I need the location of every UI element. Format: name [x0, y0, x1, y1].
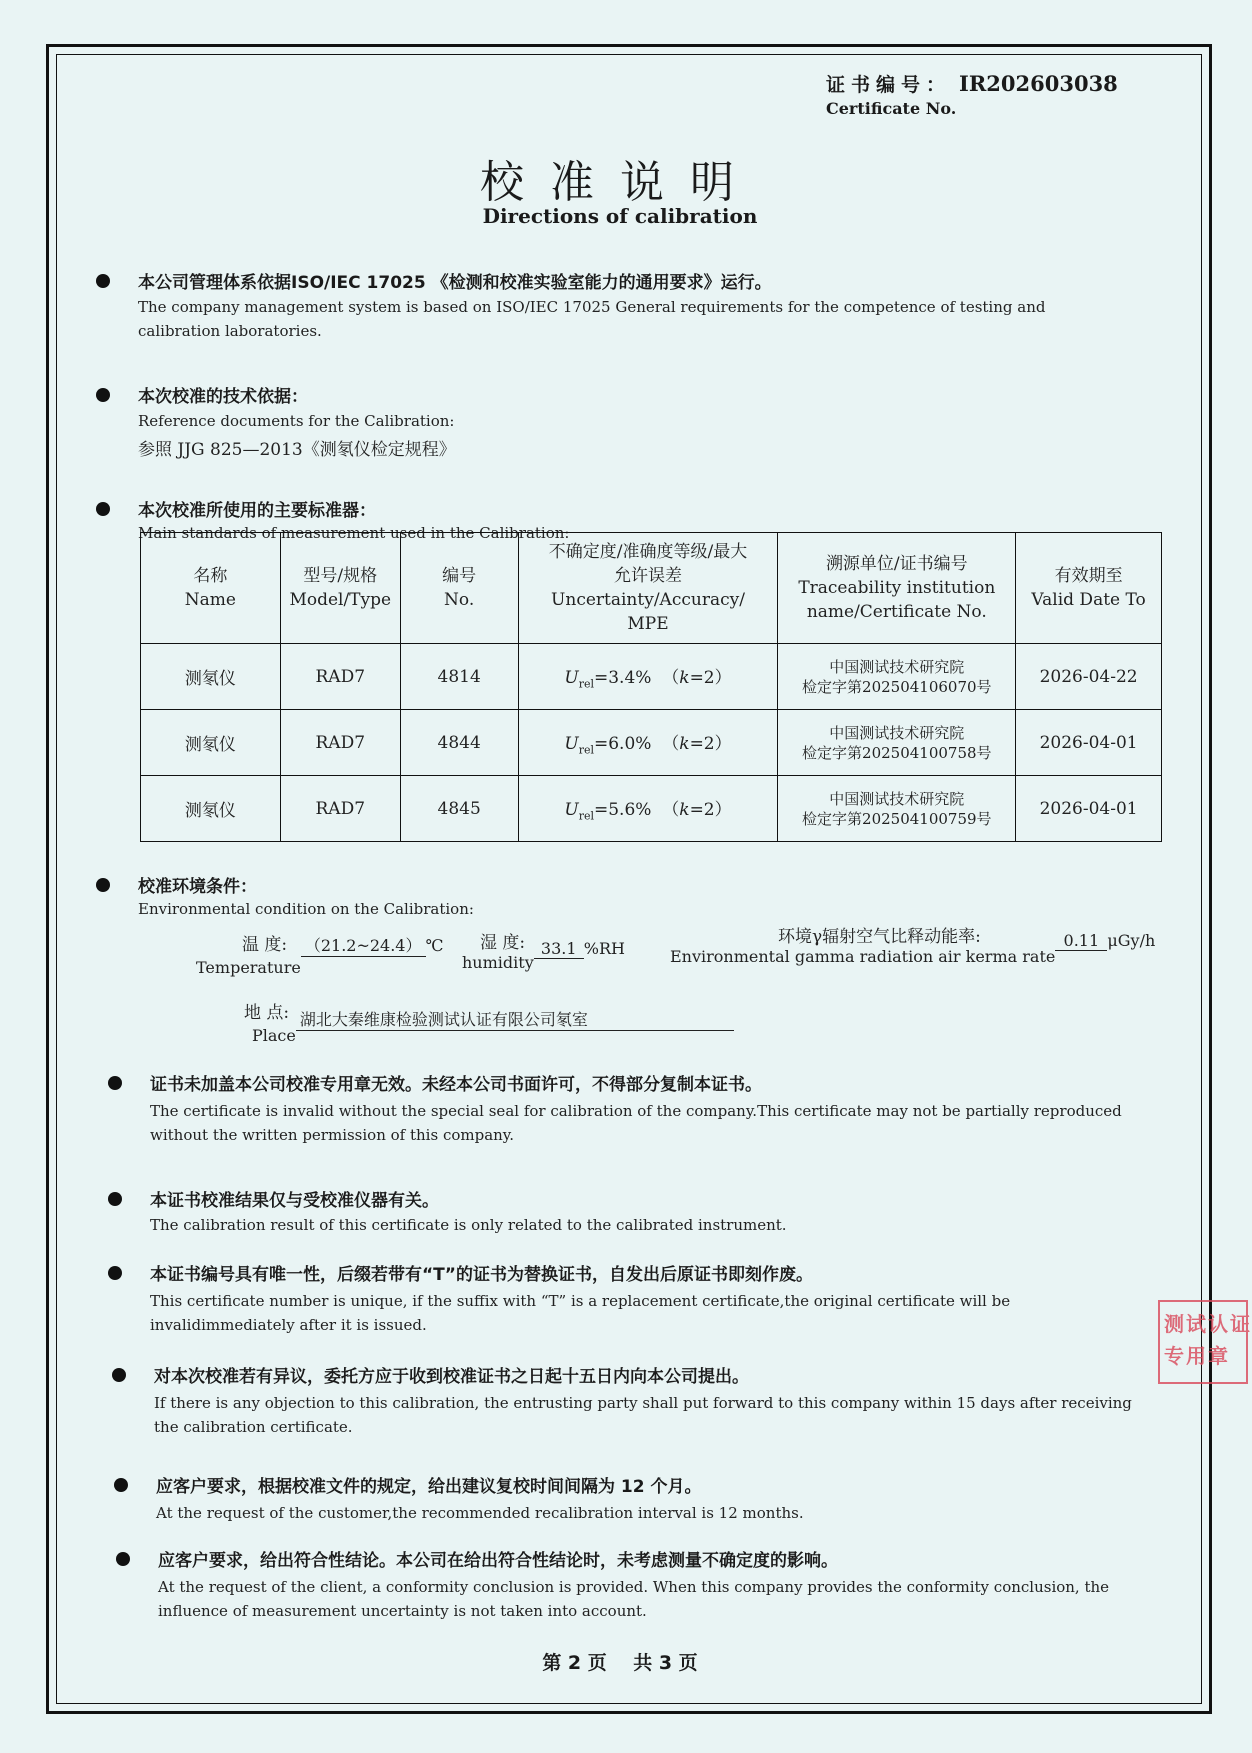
cell-name: 测氡仪 [141, 644, 281, 710]
bullet-icon [96, 878, 110, 892]
statement-cn: 本公司管理体系依据ISO/IEC 17025 《检测和校准实验室能力的通用要求》运行。 [138, 273, 772, 293]
note-conformity [116, 1546, 1146, 1623]
note-cn: 对本次校准若有异议，委托方应于收到校准证书之日起十五日内向本公司提出。 [154, 1367, 749, 1387]
note-en: This certificate number is unique, if the suffix with “T” is a replacement certificate,the original certificate will be invalidimmediately after it is issued. [150, 1292, 1011, 1334]
temperature-unit: ℃ [425, 936, 444, 955]
statement-reference [96, 382, 1126, 460]
humidity-unit: %RH [583, 939, 625, 958]
note-en: At the request of the client, a conformity conclusion is provided. When this company provides the conformity conclusion, the influence of measurement uncertainty is not taken into account. [158, 1578, 1110, 1620]
gamma-label-cn: 环境γ辐射空气比释动能率: [778, 927, 981, 947]
table-header-row [141, 533, 1162, 644]
note-cn: 本证书编号具有唯一性，后缀若带有“T”的证书为替换证书，自发出后原证书即刻作废。 [150, 1265, 813, 1285]
humidity-value: 33.1 [534, 939, 584, 959]
bullet-icon [108, 1192, 122, 1206]
gamma-label-en: Environmental gamma radiation air kerma rate [670, 947, 1056, 966]
gamma-unit: μGy/h [1107, 931, 1156, 950]
bullet-icon [116, 1552, 130, 1566]
note-cn: 证书未加盖本公司校准专用章无效。未经本公司书面许可，不得部分复制本证书。 [150, 1075, 762, 1095]
statement-cn: 本次校准的技术依据： [138, 387, 308, 407]
cell-traceability: 中国测试技术研究院 检定字第202504100759号 [778, 776, 1016, 842]
header-name: 名称 Name [141, 533, 281, 644]
place-field [244, 998, 734, 1047]
standards-table [140, 532, 1162, 842]
statement-en: Environmental condition on the Calibration: [138, 900, 474, 918]
note-unique-number [108, 1260, 1138, 1337]
cell-traceability: 中国测试技术研究院 检定字第202504106070号 [778, 644, 1016, 710]
cell-uncertainty: $U_{rel}=5.6\%$ （k=2） [518, 776, 778, 842]
note-seal [108, 1070, 1138, 1147]
cell-traceability: 中国测试技术研究院 检定字第202504100758号 [778, 710, 1016, 776]
cell-model: RAD7 [280, 776, 400, 842]
table-row [141, 776, 1162, 842]
note-en: If there is any objection to this calibration, the entrusting party shall put forward to this company within 15 days after receiving the calibration certificate. [154, 1394, 1132, 1436]
bullet-icon [96, 274, 110, 288]
cell-valid-date: 2026-04-22 [1016, 644, 1162, 710]
bullet-icon [108, 1266, 122, 1280]
seal-stamp: 测试认证 专用章 [1158, 1300, 1248, 1384]
statement-en: The company management system is based on ISO/IEC 17025 General requirements for the competence of testing and calibration laboratories. [138, 298, 1046, 340]
header-valid-date: 有效期至 Valid Date To [1016, 533, 1162, 644]
header-uncertainty: 不确定度/准确度等级/最大 允许误差 Uncertainty/Accuracy/ MPE [518, 533, 778, 644]
certificate-number-block [826, 70, 1118, 118]
header-traceability: 溯源单位/证书编号 Traceability institution name/Certificate No. [778, 533, 1016, 644]
statement-en: Main standards of measurement used in the Calibration: [138, 524, 570, 542]
page-total: 共 3 页 [633, 1652, 698, 1674]
cell-model: RAD7 [280, 644, 400, 710]
cell-valid-date: 2026-04-01 [1016, 776, 1162, 842]
note-interval [114, 1472, 1144, 1525]
cell-uncertainty: $U_{rel}=3.4\%$ （k=2） [518, 644, 778, 710]
humidity-label-cn: 湿 度: [480, 933, 526, 953]
certificate-label-cn: 证书编号： [826, 74, 952, 96]
statement-cn: 校准环境条件： [138, 877, 257, 897]
temperature-value: （21.2~24.4） [301, 933, 426, 957]
certificate-label-en: Certificate No. [826, 99, 957, 118]
cell-name: 测氡仪 [141, 776, 281, 842]
note-cn: 本证书校准结果仅与受校准仪器有关。 [150, 1191, 439, 1211]
temperature-label-en: Temperature [196, 958, 301, 977]
page-number: 第 2 页 [542, 1652, 607, 1674]
bullet-icon [112, 1368, 126, 1382]
cell-no: 4845 [400, 776, 518, 842]
humidity-field [462, 928, 625, 973]
temperature-field [196, 930, 443, 979]
cell-no: 4814 [400, 644, 518, 710]
header-model: 型号/规格 Model/Type [280, 533, 400, 644]
note-en: At the request of the customer,the recommended recalibration interval is 12 months. [156, 1504, 804, 1522]
statement-iso [96, 268, 1126, 343]
place-label-en: Place [252, 1026, 296, 1045]
cell-model: RAD7 [280, 710, 400, 776]
page-title-en: Directions of calibration [482, 204, 758, 228]
note-en: The certificate is invalid without the special seal for calibration of the company.This certificate may not be partially reproduced without the written permission of this company. [150, 1102, 1122, 1144]
table-row [141, 644, 1162, 710]
note-result [108, 1186, 1138, 1237]
gamma-field [670, 922, 1155, 967]
place-value: 湖北大秦维康检验测试认证有限公司氡室 [296, 1007, 734, 1031]
bullet-icon [108, 1076, 122, 1090]
cell-no: 4844 [400, 710, 518, 776]
page-footer [0, 1648, 1240, 1675]
gamma-value: 0.11 [1055, 931, 1107, 951]
page-title-cn: 校准说明 [480, 157, 760, 208]
table-row [141, 710, 1162, 776]
note-en: The calibration result of this certificate is only related to the calibrated instrument. [150, 1216, 787, 1234]
cell-uncertainty: $U_{rel}=6.0\%$ （k=2） [518, 710, 778, 776]
cell-name: 测氡仪 [141, 710, 281, 776]
reference-document: 参照 JJG 825—2013《测氡仪检定规程》 [138, 440, 456, 460]
certificate-number: IR202603038 [959, 71, 1118, 96]
temperature-label-cn: 温 度: [242, 935, 288, 955]
cell-valid-date: 2026-04-01 [1016, 710, 1162, 776]
statement-environment [96, 872, 1126, 921]
humidity-label-en: humidity [462, 953, 534, 972]
statement-cn: 本次校准所使用的主要标准器： [138, 501, 376, 521]
statement-en: Reference documents for the Calibration: [138, 412, 455, 430]
note-objection [112, 1362, 1142, 1439]
place-label-cn: 地 点: [244, 1003, 290, 1023]
bullet-icon [96, 388, 110, 402]
note-cn: 应客户要求，给出符合性结论。本公司在给出符合性结论时，未考虑测量不确定度的影响。 [158, 1551, 838, 1571]
header-no: 编号 No. [400, 533, 518, 644]
note-cn: 应客户要求，根据校准文件的规定，给出建议复校时间间隔为 12 个月。 [156, 1477, 702, 1497]
bullet-icon [96, 502, 110, 516]
bullet-icon [114, 1478, 128, 1492]
